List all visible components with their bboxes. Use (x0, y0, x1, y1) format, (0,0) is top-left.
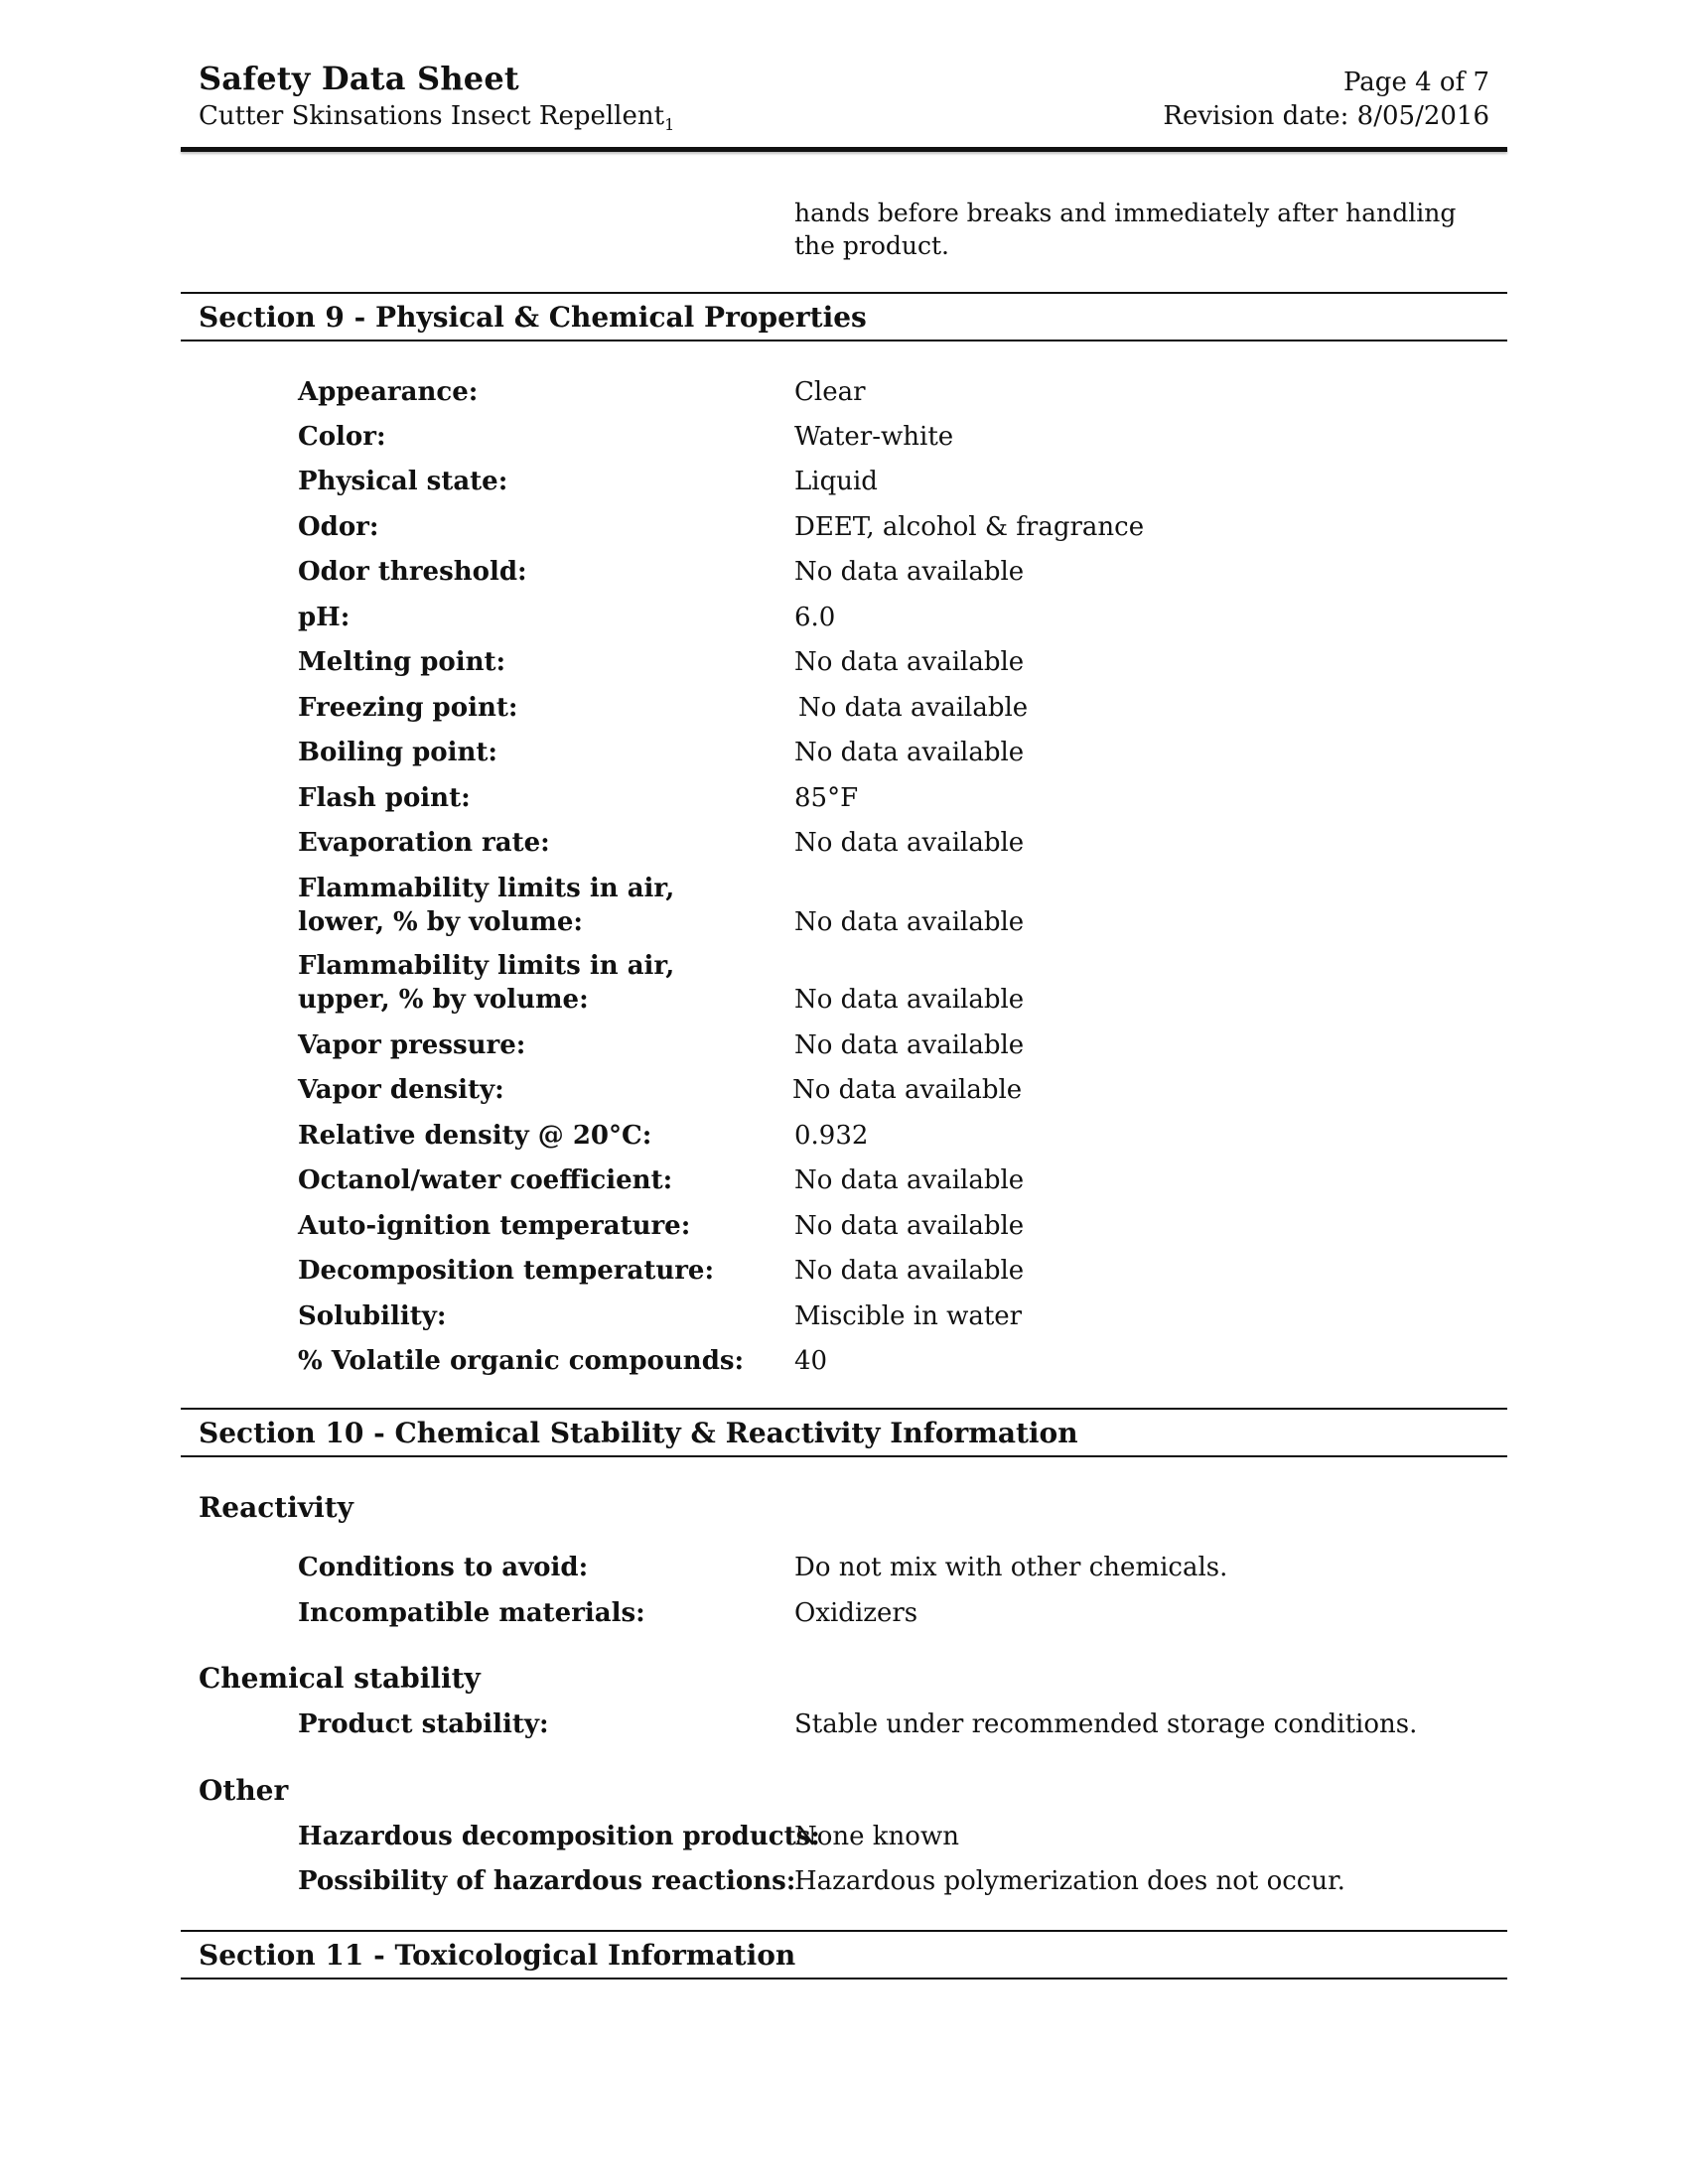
property-value: No data available (794, 738, 1025, 767)
property-value: No data available (794, 828, 1025, 858)
property-label: Flash point: (298, 783, 471, 813)
property-label: Hazardous decomposition products: (298, 1822, 820, 1851)
property-value: Stable under recommended storage conditions. (794, 1709, 1418, 1739)
section-10-header (181, 1408, 1507, 1457)
property-value: No data available (794, 557, 1025, 587)
property-value: No data available (794, 1256, 1025, 1286)
property-value: No data available (794, 985, 1025, 1015)
property-label: Possibility of hazardous reactions: (298, 1866, 796, 1896)
property-label: Melting point: (298, 647, 506, 677)
property-label: Decomposition temperature: (298, 1256, 715, 1286)
property-label: Odor: (298, 512, 379, 542)
property-value: None known (794, 1822, 959, 1851)
property-value: Do not mix with other chemicals. (794, 1553, 1228, 1582)
property-value: No data available (794, 647, 1025, 677)
section-9-header (181, 292, 1507, 341)
property-value: DEET, alcohol & fragrance (794, 512, 1145, 542)
property-label: % Volatile organic compounds: (298, 1346, 745, 1376)
section-9-title: Section 9 - Physical & Chemical Properties (199, 301, 867, 334)
property-label: Auto-ignition temperature: (298, 1211, 691, 1241)
reactivity-heading: Reactivity (199, 1491, 353, 1524)
section-11-header (181, 1930, 1507, 1979)
property-value: No data available (794, 1165, 1025, 1195)
header-divider (181, 147, 1507, 152)
property-value: No data available (792, 1075, 1023, 1105)
page-number: Page 4 of 7 (1342, 68, 1489, 97)
document-title: Safety Data Sheet (199, 60, 519, 97)
property-label: Color: (298, 422, 386, 452)
property-value: Miscible in water (794, 1301, 1023, 1331)
property-value: No data available (798, 693, 1029, 723)
property-label: Freezing point: (298, 693, 518, 723)
property-label: Flammability limits in air, (298, 951, 675, 981)
revision-date: Revision date: 8/05/2016 (1163, 101, 1489, 131)
property-value: 6.0 (794, 603, 836, 632)
property-label: Odor threshold: (298, 557, 527, 587)
section-11-title: Section 11 - Toxicological Information (199, 1939, 796, 1972)
section-10-title: Section 10 - Chemical Stability & Reactivity Information (199, 1417, 1078, 1449)
chemical-stability-heading: Chemical stability (199, 1662, 481, 1695)
property-label: Appearance: (298, 377, 479, 407)
property-value: No data available (794, 907, 1025, 937)
product-name-text: Cutter Skinsations Insect Repellent (199, 101, 665, 131)
product-name (199, 101, 674, 134)
product-name-subscript: 1 (664, 115, 675, 135)
property-value: 0.932 (794, 1121, 869, 1151)
property-value: No data available (794, 1030, 1025, 1060)
other-heading: Other (199, 1774, 289, 1807)
property-label: Incompatible materials: (298, 1598, 645, 1628)
property-value: No data available (794, 1211, 1025, 1241)
property-label: pH: (298, 603, 351, 632)
property-label: Boiling point: (298, 738, 497, 767)
property-label: Solubility: (298, 1301, 447, 1331)
property-label: Product stability: (298, 1709, 549, 1739)
property-value: Liquid (794, 467, 878, 496)
property-label: Relative density @ 20°C: (298, 1121, 652, 1151)
property-label: Evaporation rate: (298, 828, 550, 858)
property-value: Clear (794, 377, 866, 407)
property-value: Oxidizers (794, 1598, 918, 1628)
property-label: Vapor density: (298, 1075, 504, 1105)
property-value: Water-white (794, 422, 954, 452)
property-label: Octanol/water coefficient: (298, 1165, 673, 1195)
property-label: upper, % by volume: (298, 985, 589, 1015)
property-label: Vapor pressure: (298, 1030, 526, 1060)
continued-text: hands before breaks and immediately after handling the product. (794, 199, 1457, 260)
property-value: Hazardous polymerization does not occur. (794, 1866, 1345, 1896)
property-value: 85°F (794, 783, 859, 813)
property-label: Physical state: (298, 467, 508, 496)
property-value: 40 (794, 1346, 828, 1376)
property-label: lower, % by volume: (298, 907, 584, 937)
property-label: Conditions to avoid: (298, 1553, 589, 1582)
property-label: Flammability limits in air, (298, 874, 675, 903)
